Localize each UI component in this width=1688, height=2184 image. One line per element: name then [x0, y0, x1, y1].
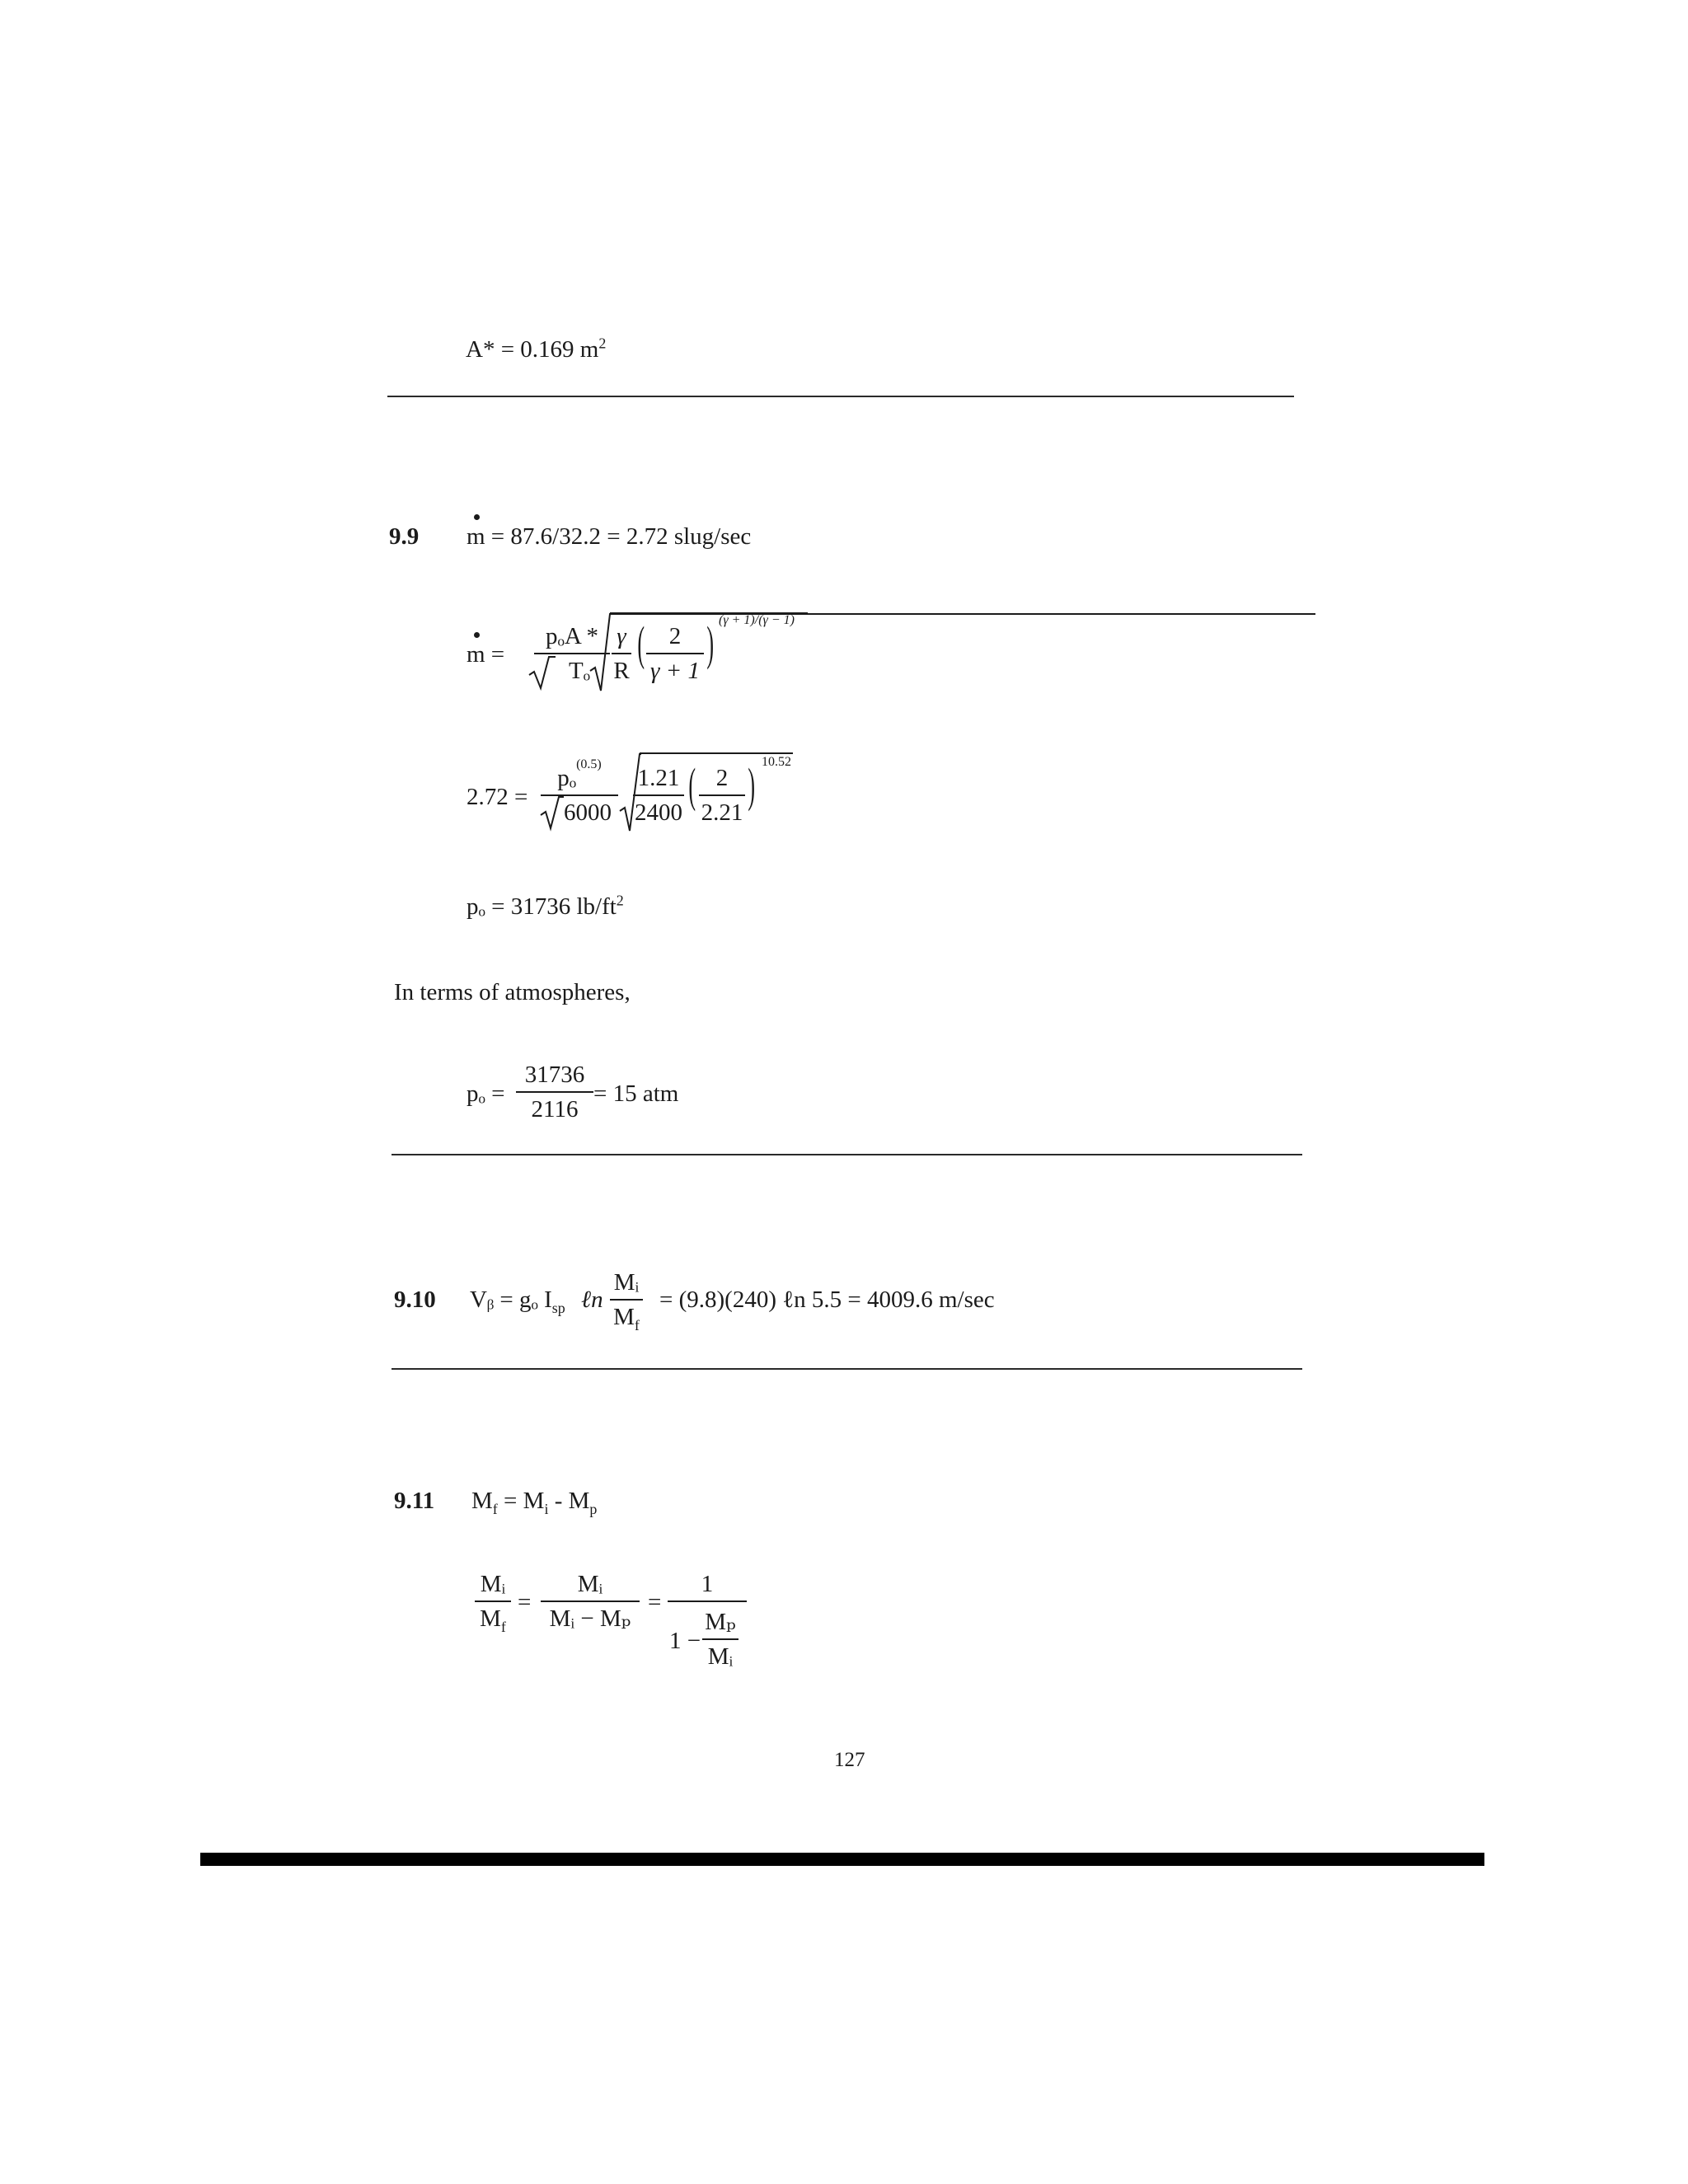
ratio3-inner-den: Mᵢ	[707, 1643, 734, 1670]
numeric-num-exp: (0.5)	[576, 757, 602, 772]
general-den: Tₒ	[568, 658, 591, 684]
ratio2-den: Mᵢ − Mₚ	[549, 1605, 631, 1632]
astar-text: A* = 0.169 m	[466, 336, 599, 363]
vb-lhs: Vᵦ = gₒ $I_{sp}$ ℓn	[470, 1286, 603, 1316]
paren-close-2: )	[748, 758, 756, 812]
general-exponent: (γ + 1)/(γ − 1)	[719, 613, 795, 627]
problem-number-9-10: 9.10	[394, 1286, 436, 1313]
equals-1: =	[518, 1589, 532, 1615]
problem-number-9-11: 9.11	[394, 1488, 435, 1514]
sqrt-sign-2	[541, 795, 562, 832]
sqrt-sign-1	[529, 655, 554, 691]
numeric-two-twenty-one: 2.21	[701, 799, 743, 826]
ratio-fraction-2	[541, 1572, 640, 1631]
p0-result	[467, 892, 624, 920]
general-num: pₒA *	[546, 623, 598, 649]
divider-1	[387, 396, 1294, 397]
equals-2: =	[648, 1589, 662, 1615]
mf-definition: $M_f = M_i - M_p$	[471, 1488, 598, 1517]
numeric-fraction-2	[633, 766, 684, 825]
ratio3-num: 1	[701, 1571, 714, 1597]
mdot-line: m = 87.6/32.2 = 2.72 slug/sec	[467, 523, 752, 550]
divider-2	[392, 1154, 1302, 1155]
p0-result-exp: 2	[616, 892, 624, 909]
atm-num: 31736	[524, 1062, 585, 1088]
atm-rhs: = 15 atm	[593, 1080, 679, 1107]
paren-open-2: (	[688, 758, 696, 812]
ratio3-den-prefix: 1 −	[669, 1628, 701, 1654]
general-two: 2	[668, 623, 682, 649]
divider-3	[392, 1368, 1302, 1370]
numeric-inner-num: 1.21	[637, 765, 680, 791]
general-fraction-2	[612, 625, 631, 683]
problem-number-9-9: 9.9	[389, 523, 420, 550]
mdot-dot-1	[474, 514, 480, 520]
vb-rhs: = (9.8)(240) ℓn 5.5 = 4009.6 m/sec	[659, 1286, 995, 1313]
numeric-fraction-3	[699, 766, 745, 825]
ratio-fraction-1	[475, 1571, 511, 1635]
isp-sub: sp	[551, 1299, 565, 1316]
numeric-num: pₒ$^{(0.5)}$	[557, 757, 602, 791]
mdot-dot-2	[474, 632, 480, 638]
general-lhs: m =	[467, 641, 505, 668]
ratio3-inner-num: Mₚ	[705, 1609, 736, 1635]
ratio2-num: Mᵢ	[577, 1571, 603, 1597]
footer-bar	[200, 1853, 1484, 1866]
mass-ratio-den: $M_f$	[613, 1304, 640, 1333]
page-number: 127	[834, 1749, 865, 1771]
atm-fraction	[516, 1063, 593, 1122]
paren-open-1: (	[637, 616, 645, 670]
atm-lhs: pₒ =	[467, 1080, 505, 1107]
numeric-inner-den: 2400	[635, 799, 682, 826]
numeric-two: 2	[715, 765, 729, 791]
ratio1-num: Mᵢ	[480, 1571, 506, 1597]
numeric-den: 6000	[564, 799, 612, 826]
mass-ratio-num: Mᵢ	[613, 1269, 640, 1296]
ratio1-den: $M_f$	[480, 1605, 506, 1635]
ratio-fraction-3	[668, 1572, 747, 1607]
general-gamma-plus-one: γ + 1	[650, 658, 700, 684]
general-r: R	[613, 658, 630, 684]
astar-result	[466, 335, 607, 363]
astar-exp: 2	[598, 335, 607, 352]
numeric-exponent: 10.52	[762, 755, 791, 769]
ln-1: ℓn	[581, 1286, 603, 1313]
mass-ratio-fraction	[610, 1269, 643, 1333]
paren-close-1: )	[706, 616, 715, 670]
p0-result-text: pₒ = 31736 lb/ft	[467, 893, 617, 920]
ratio-fraction-inner	[702, 1610, 738, 1669]
general-fraction-3	[646, 625, 704, 683]
numeric-lhs: 2.72 =	[467, 784, 528, 810]
general-gamma: γ	[617, 623, 626, 649]
atm-den: 2116	[531, 1096, 579, 1122]
atm-intro: In terms of atmospheres,	[394, 979, 631, 1005]
